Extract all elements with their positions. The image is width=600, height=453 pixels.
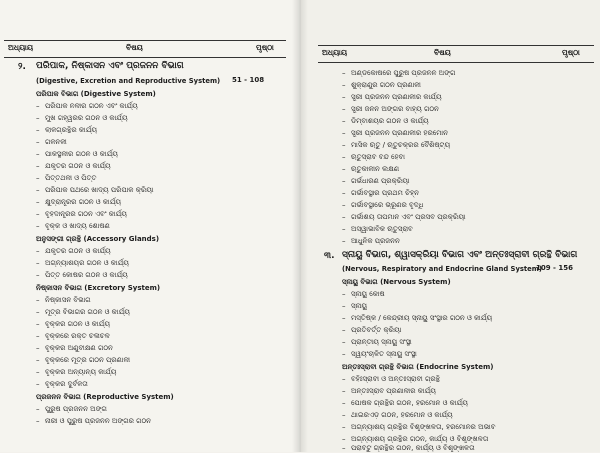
list-item: – ଋତୁସ୍ରାବ ବନ୍ଦ ହେବା: [342, 153, 406, 161]
list-item: – ବୃକ୍କରେ ମୂତ୍ର ଗଠନ ପ୍ରଣାଳୀ: [36, 356, 131, 364]
chapter-title-en: (Digestive, Excretion and Reproductive System): [36, 77, 221, 85]
header-subject-label: ବିଷୟ: [126, 43, 143, 52]
list-item: – ପାକସ୍ଥଳୀର ଗଠନ ଓ କାର୍ଯ୍ୟ: [36, 150, 118, 158]
list-item: – ପୋଷକ ଗ୍ରନ୍ଥିର ଗଠନ, ହରମୋନ ଓ କାର୍ଯ୍ୟ: [342, 399, 468, 407]
list-item: – ବୃକ୍କର ଅଣୁବୀକ୍ଷଣ ଗଠନ: [36, 344, 113, 352]
book-gutter-shadow: [292, 0, 308, 452]
chapter-title-en: (Nervous, Respiratory and Endocrine Gland System): [342, 265, 542, 273]
list-item: – ପରାବଟୁ ଗ୍ରନ୍ଥିର ଗଠନ, କାର୍ଯ୍ୟ ଓ ବିଶୃଙ୍ଖଳତା: [342, 444, 475, 452]
list-item: – ଗଳନଳୀ: [36, 138, 67, 146]
list-item: – କ୍ଷୁଦ୍ରାନ୍ତ୍ରର ଗଠନ ଓ କାର୍ଯ୍ୟ: [36, 198, 122, 206]
header-bottom-rule: [318, 62, 594, 63]
list-item: – ଯକୃତର ଗଠନ ଓ କାର୍ଯ୍ୟ: [36, 247, 111, 255]
list-item: – ସ୍ତ୍ରୀ ଜନନ ଅଙ୍ଗର ବାହ୍ୟ ଗଠନ: [342, 105, 439, 113]
list-item: – ମୁଖ ଗହ୍ୱରର ଗଠନ ଓ କାର୍ଯ୍ୟ: [36, 114, 128, 122]
header-subject-label: ବିଷୟ: [434, 48, 451, 57]
list-item: – ଅଗ୍ନ୍ୟାଶୟର ଗଠନ ଓ କାର୍ଯ୍ୟ: [36, 259, 129, 267]
list-item: – ବୃକ୍କର ଦୁର୍ବଳତା: [36, 380, 88, 388]
header-top-rule: [4, 40, 286, 41]
list-item: – ପିତ୍ତ କୋଷର ଗଠନ ଓ କାର୍ଯ୍ୟ: [36, 271, 128, 279]
header-chapter-label: ଅଧ୍ୟାୟ: [322, 48, 348, 57]
digestive-heading: ପରିପାକ ବିଭାଗ (Digestive System): [36, 90, 156, 98]
list-item: – ପିତ୍ତଥଳୀ ଓ ପିତ୍ତ: [36, 174, 97, 182]
list-item: – ଲାଳଗ୍ରନ୍ଥିର କାର୍ଯ୍ୟ: [36, 126, 98, 134]
list-item: – ପରିପାକ ପଥରେ ଖାଦ୍ୟ ପରିପାକ କ୍ରିୟା: [36, 186, 154, 194]
endocrine-heading: ଅନ୍ତଃସ୍ରାବୀ ଗ୍ରନ୍ଥି ବିଭାଗ (Endocrine System): [342, 363, 494, 371]
chapter-pages: 51 - 108: [232, 76, 265, 84]
list-item: – ଅନ୍ତଃସ୍ରାବ ପ୍ରଣାଳୀର କାର୍ଯ୍ୟ: [342, 387, 436, 395]
list-item: – ସ୍ତ୍ରୀ ପ୍ରଜନନ ପ୍ରଣାଳୀର ହରମୋନ: [342, 129, 448, 137]
list-item: – ପ୍ରତିବର୍ତ୍ତ କ୍ରିୟା: [342, 326, 402, 334]
list-item: – ଅଣ୍ଡକୋଷରେ ପୁରୁଷ ପ୍ରଜନନ ଅଙ୍ଗ: [342, 69, 456, 77]
list-item: – ମୂତ୍ର ବିଭାଗର ଗଠନ ଓ କାର୍ଯ୍ୟ: [36, 308, 130, 316]
list-item: – ଅଗ୍ନ୍ୟାଶୟ ଗ୍ରନ୍ଥିର ବିଶୃଙ୍ଖଳତା, ହରମୋନର ଅଭାବ: [342, 423, 496, 431]
excretory-heading: ନିଷ୍କାସନ ବିଭାଗ (Excretory System): [36, 284, 161, 292]
list-item: – ନାରୀ ଓ ପୁରୁଷ ପ୍ରଜନନ ଅଙ୍ଗର ଗଠନ: [36, 417, 152, 425]
list-item: – ଆଧୁନିକ ପ୍ରଜନନ: [342, 237, 400, 245]
chapter-number: ୩.: [324, 251, 335, 261]
header-top-rule: [318, 45, 594, 46]
list-item: – ସ୍ନାୟୁ କୋଷ: [342, 290, 385, 298]
list-item: – ଗର୍ଭଧାରଣ ପ୍ରକ୍ରିୟା: [342, 177, 410, 185]
right-header: [322, 48, 594, 62]
header-bottom-rule: [4, 57, 286, 58]
reproductive-heading: ପ୍ରଜନନ ବିଭାଗ (Reproductive System): [36, 393, 174, 401]
list-item: – ବୃକ୍କର ଅନ୍ୟାନ୍ୟ କାର୍ଯ୍ୟ: [36, 368, 117, 376]
list-item: – ଶୁକ୍ରାଣୁର ଗଠନ ପ୍ରଣାଳୀ: [342, 81, 421, 89]
list-item: – ପରିପାକ ନଳୀର ଗଠନ ଏବଂ କାର୍ଯ୍ୟ: [36, 102, 138, 110]
list-item: – ସ୍ନାୟୁ: [342, 302, 367, 310]
chapter-title: ପରିପାକ, ନିଷ୍କାସନ ଏବଂ ପ୍ରଜନନ ବିଭାଗ: [36, 61, 184, 71]
list-item: – ନିଷ୍କାସନ ବିଭାଗ: [36, 296, 91, 304]
chapter-number: ୨.: [18, 62, 26, 72]
list-item: – ଯକୃତର ଗଠନ ଓ କାର୍ଯ୍ୟ: [36, 162, 111, 170]
chapter-pages: 109 - 156: [536, 264, 574, 272]
header-page-label: ପୃଷ୍ଠା: [562, 48, 580, 57]
list-item: – ଡିମ୍ବାଶୟର ଗଠନ ଓ କାର୍ଯ୍ୟ: [342, 117, 429, 125]
list-item: – ପୁରୁଷ ପ୍ରଜନନ ଅଙ୍ଗ: [36, 405, 107, 413]
nervous-heading: ସ୍ନାୟୁ ବିଭାଗ (Nervous System): [342, 278, 451, 286]
left-page: [0, 0, 300, 452]
list-item: – ସ୍ତ୍ରୀ ପ୍ରଜନନ ପ୍ରଣାଳୀର କାର୍ଯ୍ୟ: [342, 93, 442, 101]
list-item: – ଗର୍ଭାଶୟ ତାପମାନ ଏବଂ ପ୍ରସବ ପ୍ରକ୍ରିୟା: [342, 213, 466, 221]
list-item: – ବୃହଦାନ୍ତ୍ରର ଗଠନ ଏବଂ କାର୍ଯ୍ୟ: [36, 210, 127, 218]
list-item: – ଅସ୍ୱାଭାବିକ ଋତୁସ୍ରାବ: [342, 225, 413, 233]
list-item: – ବୃକ୍କର ଗଠନ ଓ କାର୍ଯ୍ୟ: [36, 320, 110, 328]
list-item: – ଋତୁକାଳୀନ ଲକ୍ଷଣ: [342, 165, 400, 173]
list-item: – ସ୍ୱୟଂଚାଳିତ ସ୍ନାୟୁ ସଂସ୍ଥା: [342, 350, 417, 358]
left-header: [8, 43, 288, 57]
list-item: – ଗର୍ଭାବସ୍ଥାରେ ଭ୍ରୂଣର ବୃଦ୍ଧି: [342, 201, 424, 209]
list-item: – ମାସିକ ଋତୁ / ଋତୁଚକ୍ରର ବୈଶିଷ୍ଟ୍ୟ: [342, 141, 451, 149]
list-item: – ଥାଇରଏଡ଼ ଗଠନ, ହରମୋନ ଓ କାର୍ଯ୍ୟ: [342, 411, 453, 419]
list-item: – ଅଗ୍ନ୍ୟାଶୟ ଗ୍ରନ୍ଥିର ଗଠନ, କାର୍ଯ୍ୟ ଓ ବିଶୃଙ୍ଖଳତା: [342, 435, 489, 443]
chapter-title: ସ୍ନାୟୁ ବିଭାଗ, ଶ୍ୱାସକ୍ରିୟା ବିଭାଗ ଏବଂ ଅନ୍ତଃସ୍ରାବୀ ଗ୍ରନ୍ଥି ବିଭାଗ: [342, 250, 578, 260]
list-item: – ବୃକ୍କ ଓ ଖାଦ୍ୟ ଶୋଷଣ: [36, 222, 110, 230]
list-item: – ପ୍ରାନ୍ତୀୟ ସ୍ନାୟୁ ସଂସ୍ଥା: [342, 338, 412, 346]
list-item: – ବୃକ୍କରେ ରକ୍ତ ଚଳାଚଳ: [36, 332, 110, 340]
right-page: [300, 0, 600, 452]
list-item: – ମସ୍ତିଷ୍କ / କେନ୍ଦ୍ରୀୟ ସ୍ନାୟୁ ସଂସ୍ଥାର ଗଠନ ଓ କାର୍ଯ୍ୟ: [342, 314, 493, 322]
list-item: – ବହିଃସ୍ରାବୀ ଓ ଅନ୍ତଃସ୍ରାବୀ ଗ୍ରନ୍ଥି: [342, 375, 441, 383]
header-page-label: ପୃଷ୍ଠା: [256, 43, 274, 52]
list-item: – ଗର୍ଭାବସ୍ଥାର ପ୍ରଥମ ଚିହ୍ନ: [342, 189, 419, 197]
header-chapter-label: ଅଧ୍ୟାୟ: [8, 43, 34, 52]
accessory-heading: ଅନୁସଙ୍ଗୀ ଗ୍ରନ୍ଥି (Accessory Glands): [36, 235, 160, 243]
